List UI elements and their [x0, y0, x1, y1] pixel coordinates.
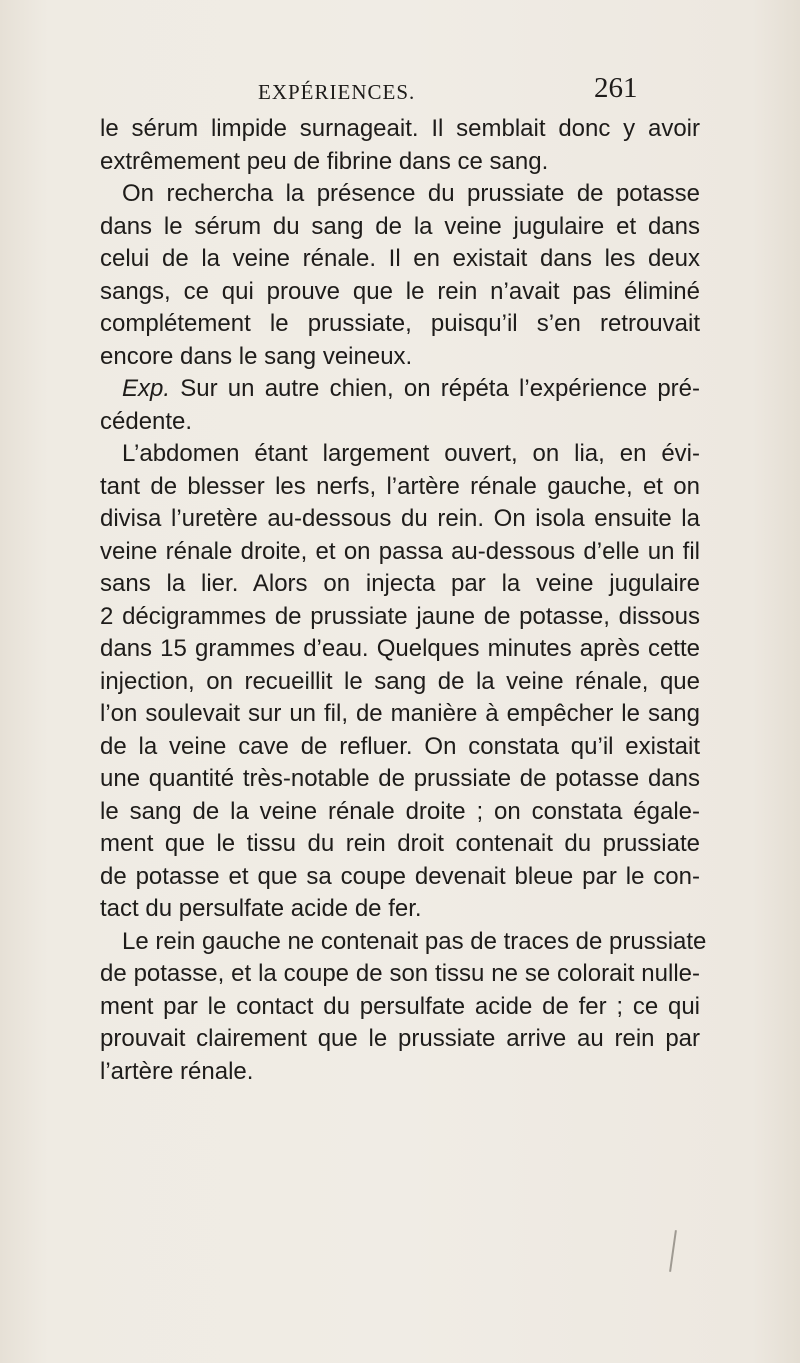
- text-run: Sur un autre chien, on répéta l’expérience pré-: [170, 375, 700, 402]
- text-line: [100, 373, 700, 406]
- text-line: prouvait clairement que le prussiate arrive au rein par: [100, 1025, 700, 1052]
- text-line: dans 15 grammes d’eau. Quelques minutes après cette: [100, 635, 700, 662]
- text-line: veine rénale droite, et on passa au-dessous d’elle un fil: [100, 537, 700, 565]
- text-line: complétement le prussiate, puisqu’il s’en retrouvait: [100, 310, 700, 337]
- text-line: sangs, ce qui prouve que le rein n’avait pas éliminé: [100, 277, 700, 305]
- ink-mark: [669, 1230, 677, 1272]
- text-line: dans le sérum du sang de la veine jugulaire et dans: [100, 212, 700, 240]
- experiment-label: Exp.: [122, 375, 171, 402]
- text-line: ment que le tissu du rein droit contenait du prussiate: [100, 830, 700, 857]
- text-line: injection, on recueillit le sang de la veine rénale, que: [100, 667, 700, 695]
- paragraph: [100, 373, 700, 438]
- text-line: cédente.: [100, 407, 193, 435]
- text-line: divisa l’uretère au-dessous du rein. On isola ensuite la: [100, 505, 700, 532]
- text-line: le sang de la veine rénale droite ; on constata égale-: [100, 797, 700, 825]
- running-head: EXPÉRIENCES.: [258, 80, 416, 104]
- text-line: tact du persulfate acide de fer.: [100, 895, 422, 922]
- paragraph: [100, 178, 700, 373]
- text-line: sans la lier. Alors on injecta par la veine jugulaire: [100, 570, 700, 597]
- text-line: une quantité très-notable de prussiate de potasse dans: [100, 765, 700, 792]
- text-line: tant de blesser les nerfs, l’artère rénale gauche, et on: [100, 472, 700, 500]
- text-line: le sérum limpide surnageait. Il semblait donc y avoir: [100, 115, 700, 142]
- text-line: L’abdomen étant largement ouvert, on lia, en évi-: [122, 440, 700, 467]
- text-line: l’artère rénale.: [100, 1057, 254, 1085]
- text-line: extrêmement peu de fibrine dans ce sang.: [100, 147, 549, 175]
- text-line: de potasse et que sa coupe devenait bleue par le con-: [100, 862, 700, 890]
- text-line: On rechercha la présence du prussiate de potasse: [122, 180, 700, 207]
- text-line: l’on soulevait sur un fil, de manière à empêcher le sang: [100, 700, 700, 727]
- text-line: encore dans le sang veineux.: [100, 342, 413, 370]
- text-line: ment par le contact du persulfate acide de fer ; ce qui: [100, 992, 700, 1020]
- text-line: celui de la veine rénale. Il en existait dans les deux: [100, 245, 700, 272]
- text-line: de la veine cave de refluer. On constata qu’il existait: [100, 732, 700, 760]
- paragraph: [100, 926, 707, 1089]
- paragraph: [100, 438, 700, 926]
- text-line: 2 décigrammes de prussiate jaune de potasse, dissous: [100, 602, 700, 630]
- text-line: de potasse, et la coupe de son tissu ne se colorait nulle-: [100, 960, 700, 987]
- text-line: Le rein gauche ne contenait pas de traces de prussiate: [122, 927, 707, 955]
- paragraph: [100, 113, 700, 178]
- page-number: 261: [594, 72, 638, 104]
- body-text: [100, 113, 707, 1088]
